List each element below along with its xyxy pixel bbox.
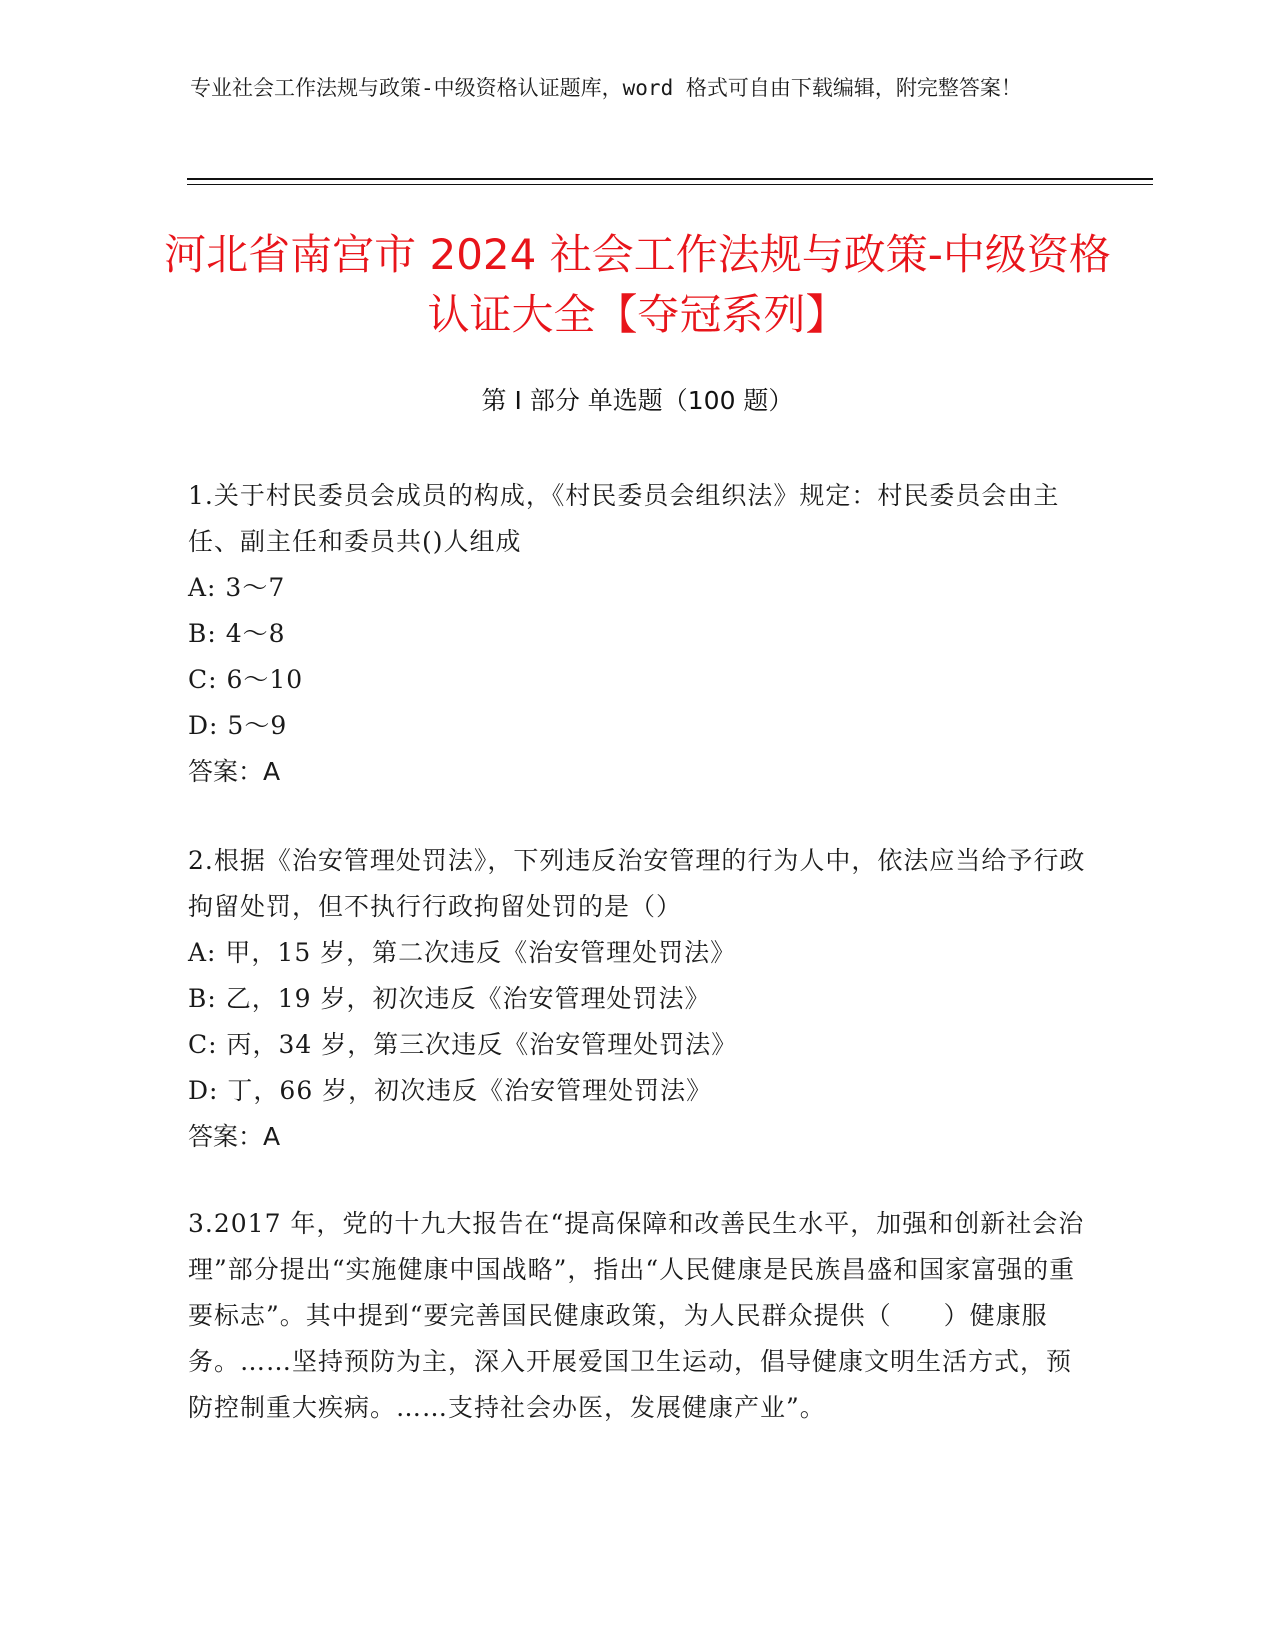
section-heading: 第 I 部分 单选题（100 题） xyxy=(481,386,794,415)
question-1 xyxy=(188,473,1088,795)
option-a: A: 3～7 xyxy=(188,573,286,602)
header-note: 专业社会工作法规与政策-中级资格认证题库，word 格式可自由下载编辑，附完整答案！ xyxy=(190,76,1022,100)
option-a: A: 甲，15 岁，第二次违反《治安管理处罚法》 xyxy=(188,938,737,967)
option-c: C: 丙，34 岁，第三次违反《治安管理处罚法》 xyxy=(188,1030,738,1059)
answer: 答案：A xyxy=(188,757,281,786)
option-d: D: 丁，66 岁，初次违反《治安管理处罚法》 xyxy=(188,1076,713,1105)
header-divider-thin xyxy=(187,184,1153,185)
option-b: B: 乙，19 岁，初次违反《治安管理处罚法》 xyxy=(188,984,711,1013)
option-b: B: 4～8 xyxy=(188,619,286,648)
option-c: C: 6～10 xyxy=(188,665,304,694)
question-2 xyxy=(188,838,1088,1160)
question-stem: 1.关于村民委员会成员的构成，《村民委员会组织法》规定：村民委员会由主任、副主任和委员共()人组成 xyxy=(188,481,1060,556)
header-divider xyxy=(187,178,1153,180)
answer: 答案：A xyxy=(188,1122,281,1151)
question-stem: 2.根据《治安管理处罚法》，下列违反治安管理的行为人中，依法应当给予行政拘留处罚，但不执行行政拘留处罚的是（） xyxy=(188,846,1086,921)
document-title: 河北省南宫市 2024 社会工作法规与政策-中级资格认证大全【夺冠系列】 xyxy=(164,230,1111,339)
question-3 xyxy=(188,1201,1088,1431)
question-stem: 3.2017 年，党的十九大报告在“提高保障和改善民生水平，加强和创新社会治理”部分提出“实施健康中国战略”，指出“人民健康是民族昌盛和国家富强的重要标志”。其中提到“要完善国民健康政策，为人民群众提供（ ）健康服务。……坚持预防为主，深入开展爱国卫生运动，倡导健康文明生活方式，预防控制重大疾病。……支持社会办医，发展健康产业”。 xyxy=(188,1209,1085,1422)
option-d: D: 5～9 xyxy=(188,711,288,740)
